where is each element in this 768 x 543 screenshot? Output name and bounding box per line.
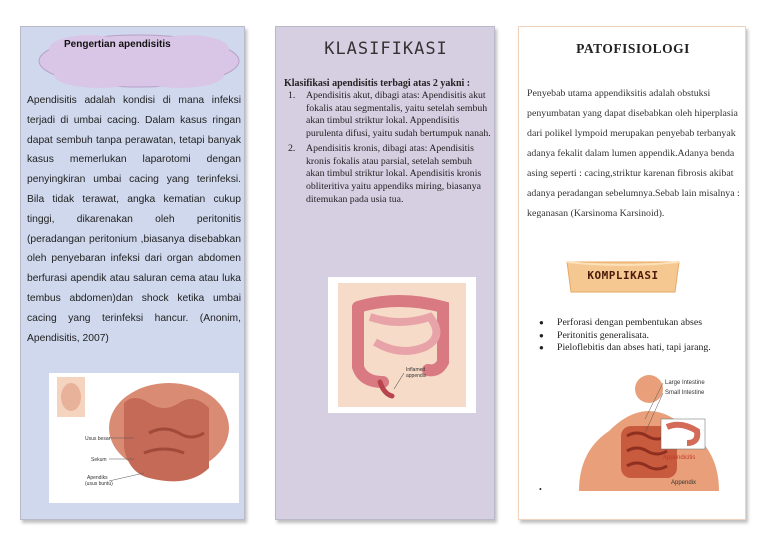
label-large-intestine: Large Intestine (665, 380, 705, 386)
digestive-system-image (559, 371, 737, 491)
komplikasi-title: KOMPLIKASI (587, 269, 659, 282)
klasifikasi-intro: Klasifikasi apendisitis terbagi atas 2 yakni : (284, 78, 471, 89)
bullet-icon: ● (539, 343, 544, 353)
bullet-icon: • (539, 485, 542, 494)
label-appendix: appendix (406, 373, 427, 379)
klasifikasi-list (288, 90, 492, 206)
list-item (539, 317, 746, 330)
colon-anatomy-image (49, 373, 239, 503)
list-item (539, 330, 746, 343)
label-usus-besar: Usus besar (85, 436, 111, 442)
label-inflamed: Inflamed (406, 367, 426, 373)
panel-pengertian (20, 26, 245, 520)
list-item-text: Perforasi dengan pembentukan abses (557, 317, 703, 328)
patofisiologi-title: PATOFISIOLOGI (576, 41, 690, 56)
list-item-number: 1. (288, 90, 296, 101)
bullet-icon: ● (539, 330, 544, 340)
komplikasi-list (539, 317, 746, 355)
klasifikasi-title: KLASIFIKASI (324, 39, 448, 59)
list-item (539, 342, 746, 355)
list-item-number: 2. (288, 142, 296, 154)
pengertian-body: Apendisitis adalah kondisi di mana infeksi terjadi di umbai cacing. Dalam kasus ringan dapat sembuh tanpa perawatan, tetapi banyak kasus memerlukan laparotomi dengan penyingkiran umbai cacing yang terinfeksi. Bila tidak terawat, angka kematian cukup tinggi, dikarenakan oleh peritonitis (peradangan peritonium ,biasanya disebabkan oleh penyebaran infeksi dari organ abdomen berfurasi apendik atau saluran cema atau luka tembus abdomen)dan shock ketika umbai cacing yang terinfeksi hancur. (Anonim, Apendisitis, 2007) (27, 95, 241, 344)
list-item-text: Apendisitis kronis, dibagi atas: Apendisitis kronis fokalis atau parsial, setelah sembuh akan timbul striktur lokal. Apendisitis kronis obliteritiva yaitu appendiks miring, biasanya ditemukan pada usia tua. (306, 142, 482, 205)
label-usus-buntu: (usus buntu) (85, 481, 113, 487)
panel-klasifikasi (275, 26, 495, 520)
label-small-intestine: Small Intestine (665, 390, 705, 396)
list-item (288, 90, 492, 141)
inflamed-appendix-image (328, 277, 476, 413)
patofisiologi-body: Penyebab utama appendiksitis adalah obstuksi penyumbatan yang dapat disebabkan oleh hiperplasia dari polikel lympoid merupakan penyebab terbanyak adanya fekalit dalam lumen appendik.Adanya benda asing seperti : cacing,striktur karenan fibrosis akibat adanya peradangan sebelumnya.Sebab lain misalnya : keganasan (Karsinoma Karsinoid). (527, 88, 740, 219)
list-item-text: Peritonitis generalisata. (557, 329, 649, 341)
list-item (288, 143, 492, 207)
panel-patofisiologi (518, 26, 746, 520)
pengertian-title: Pengertian apendisitis (64, 39, 171, 50)
label-appendicitis: Appendicitis (663, 455, 696, 461)
bullet-icon: ● (539, 318, 544, 327)
label-appendix: Appendix (671, 480, 697, 486)
list-item-text: Pieloflebitis dan abses hati, tapi jarang. (557, 342, 711, 354)
label-sekum: Sekum (91, 457, 107, 463)
label-apendiks: Apendiks (87, 475, 108, 481)
list-item-text: Apendisitis akut, dibagi atas: Apendisitis akut fokalis atau segmentalis, yaitu setelah sembuh akan timbul striktur lokal. Appendisitis purulenta difusi, yaitu sudah bertumpuk nanah. (306, 90, 491, 140)
